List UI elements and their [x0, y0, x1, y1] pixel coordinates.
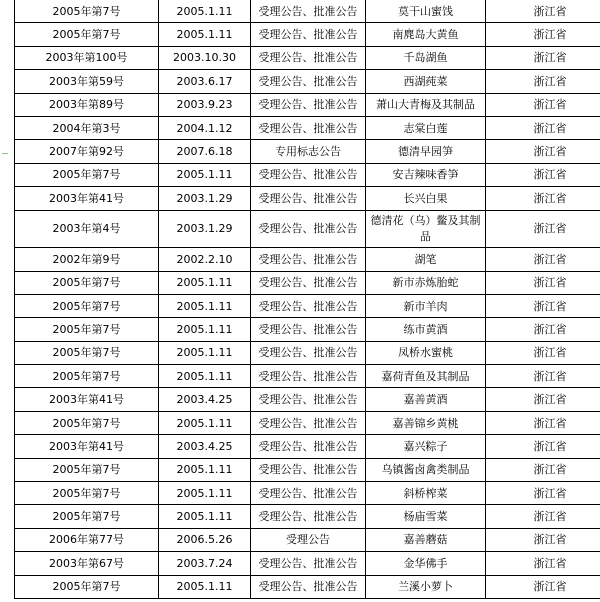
- cell-date: 2003.1.29: [159, 210, 251, 248]
- cell-product: 凤桥水蜜桃: [366, 341, 486, 364]
- cell-type: 受理公告、批准公告: [251, 0, 366, 23]
- cell-product: 萧山大青梅及其制品: [366, 93, 486, 116]
- cell-type: 受理公告、批准公告: [251, 341, 366, 364]
- cell-province: 浙江省: [486, 187, 600, 210]
- table-row: [15, 140, 600, 163]
- table-row: [15, 318, 600, 341]
- table-row: [15, 23, 600, 46]
- cell-type: 受理公告、批准公告: [251, 187, 366, 210]
- green-mark: [2, 153, 8, 154]
- cell-type: 受理公告、批准公告: [251, 271, 366, 294]
- cell-type: 受理公告、批准公告: [251, 435, 366, 458]
- table-row: [15, 388, 600, 411]
- cell-type: 受理公告、批准公告: [251, 552, 366, 575]
- cell-type: 受理公告、批准公告: [251, 70, 366, 93]
- cell-date: 2005.1.11: [159, 318, 251, 341]
- cell-announcement: 2003年第100号: [15, 46, 159, 69]
- cell-announcement: 2003年第89号: [15, 93, 159, 116]
- cell-province: 浙江省: [486, 70, 600, 93]
- cell-product: 志棠白莲: [366, 116, 486, 139]
- cell-product: 练市黄酒: [366, 318, 486, 341]
- table-row: [15, 116, 600, 139]
- cell-province: 浙江省: [486, 23, 600, 46]
- cell-date: 2003.1.29: [159, 187, 251, 210]
- table-row: [15, 70, 600, 93]
- cell-province: 浙江省: [486, 505, 600, 528]
- cell-province: 浙江省: [486, 482, 600, 505]
- cell-type: 受理公告、批准公告: [251, 116, 366, 139]
- cell-product: 安吉辣味香笋: [366, 163, 486, 186]
- cell-announcement: 2003年第59号: [15, 70, 159, 93]
- cell-province: 浙江省: [486, 552, 600, 575]
- cell-announcement: 2005年第7号: [15, 341, 159, 364]
- cell-type: 受理公告、批准公告: [251, 93, 366, 116]
- cell-province: 浙江省: [486, 210, 600, 248]
- cell-date: 2004.1.12: [159, 116, 251, 139]
- cell-product: 斜桥榨菜: [366, 482, 486, 505]
- cell-product: 莫干山蜜饯: [366, 0, 486, 23]
- cell-type: 受理公告、批准公告: [251, 388, 366, 411]
- cell-product: 新市羊肉: [366, 294, 486, 317]
- cell-product: 德清花（乌）鳖及其制品: [366, 210, 486, 248]
- cell-announcement: 2003年第41号: [15, 187, 159, 210]
- cell-announcement: 2005年第7号: [15, 0, 159, 23]
- table-row: [15, 458, 600, 481]
- cell-announcement: 2007年第92号: [15, 140, 159, 163]
- cell-province: 浙江省: [486, 435, 600, 458]
- cell-product: 长兴白果: [366, 187, 486, 210]
- cell-province: 浙江省: [486, 93, 600, 116]
- cell-province: 浙江省: [486, 528, 600, 551]
- cell-date: 2006.5.26: [159, 528, 251, 551]
- cell-announcement: 2005年第7号: [15, 23, 159, 46]
- cell-province: 浙江省: [486, 365, 600, 388]
- cell-date: 2005.1.11: [159, 163, 251, 186]
- cell-province: 浙江省: [486, 294, 600, 317]
- cell-type: 受理公告、批准公告: [251, 318, 366, 341]
- table-row: [15, 435, 600, 458]
- cell-province: 浙江省: [486, 318, 600, 341]
- cell-product: 嘉荷青鱼及其制品: [366, 365, 486, 388]
- cell-announcement: 2005年第7号: [15, 294, 159, 317]
- cell-province: 浙江省: [486, 341, 600, 364]
- table-row: [15, 575, 600, 598]
- cell-date: 2005.1.11: [159, 0, 251, 23]
- cell-type: 受理公告、批准公告: [251, 505, 366, 528]
- table-row: [15, 528, 600, 551]
- cell-type: 受理公告、批准公告: [251, 23, 366, 46]
- cell-date: 2005.1.11: [159, 365, 251, 388]
- cell-announcement: 2003年第67号: [15, 552, 159, 575]
- cell-announcement: 2006年第77号: [15, 528, 159, 551]
- cell-announcement: 2002年第9号: [15, 248, 159, 271]
- table-row: [15, 294, 600, 317]
- cell-province: 浙江省: [486, 458, 600, 481]
- cell-announcement: 2005年第7号: [15, 482, 159, 505]
- cell-product: 千岛湖鱼: [366, 46, 486, 69]
- table-row: [15, 0, 600, 23]
- cell-date: 2005.1.11: [159, 575, 251, 598]
- cell-announcement: 2005年第7号: [15, 271, 159, 294]
- cell-type: 受理公告、批准公告: [251, 411, 366, 434]
- cell-type: 受理公告、批准公告: [251, 46, 366, 69]
- cell-announcement: 2005年第7号: [15, 318, 159, 341]
- cell-type: 专用标志公告: [251, 140, 366, 163]
- cell-date: 2005.1.11: [159, 411, 251, 434]
- cell-date: 2005.1.11: [159, 294, 251, 317]
- cell-date: 2002.2.10: [159, 248, 251, 271]
- cell-announcement: 2004年第3号: [15, 116, 159, 139]
- cell-province: 浙江省: [486, 575, 600, 598]
- cell-date: 2005.1.11: [159, 23, 251, 46]
- cell-announcement: 2005年第7号: [15, 458, 159, 481]
- cell-province: 浙江省: [486, 140, 600, 163]
- cell-announcement: 2003年第41号: [15, 435, 159, 458]
- cell-product: 杨庙雪菜: [366, 505, 486, 528]
- cell-date: 2005.1.11: [159, 458, 251, 481]
- table-row: [15, 341, 600, 364]
- cell-product: 新市赤炼胎蛇: [366, 271, 486, 294]
- cell-type: 受理公告、批准公告: [251, 248, 366, 271]
- cell-date: 2005.1.11: [159, 271, 251, 294]
- cell-product: 嘉善蘑菇: [366, 528, 486, 551]
- cell-type: 受理公告、批准公告: [251, 575, 366, 598]
- table-row: [15, 271, 600, 294]
- table-row: [15, 248, 600, 271]
- table-row: [15, 46, 600, 69]
- cell-product: 金华佛手: [366, 552, 486, 575]
- cell-date: 2003.4.25: [159, 388, 251, 411]
- cell-product: 嘉善锦乡黄桃: [366, 411, 486, 434]
- table-row: [15, 210, 600, 248]
- cell-date: 2003.9.23: [159, 93, 251, 116]
- cell-product: 兰溪小萝卜: [366, 575, 486, 598]
- products-table: [14, 0, 600, 599]
- table-row: [15, 163, 600, 186]
- cell-province: 浙江省: [486, 388, 600, 411]
- cell-product: 南麂岛大黄鱼: [366, 23, 486, 46]
- cell-date: 2005.1.11: [159, 341, 251, 364]
- cell-province: 浙江省: [486, 248, 600, 271]
- cell-type: 受理公告、批准公告: [251, 365, 366, 388]
- document-viewport: [14, 0, 600, 602]
- cell-product: 湖笔: [366, 248, 486, 271]
- cell-type: 受理公告: [251, 528, 366, 551]
- cell-type: 受理公告、批准公告: [251, 294, 366, 317]
- cell-announcement: 2005年第7号: [15, 365, 159, 388]
- cell-product: 嘉兴粽子: [366, 435, 486, 458]
- table-row: [15, 365, 600, 388]
- cell-type: 受理公告、批准公告: [251, 458, 366, 481]
- cell-province: 浙江省: [486, 411, 600, 434]
- cell-date: 2003.6.17: [159, 70, 251, 93]
- cell-product: 乌镇酱卤禽类制品: [366, 458, 486, 481]
- cell-product: 德清早园笋: [366, 140, 486, 163]
- cell-type: 受理公告、批准公告: [251, 482, 366, 505]
- cell-date: 2005.1.11: [159, 482, 251, 505]
- cell-date: 2003.7.24: [159, 552, 251, 575]
- cell-date: 2003.10.30: [159, 46, 251, 69]
- cell-announcement: 2005年第7号: [15, 575, 159, 598]
- cell-date: 2007.6.18: [159, 140, 251, 163]
- cell-announcement: 2005年第7号: [15, 163, 159, 186]
- table-body: [15, 0, 600, 598]
- cell-province: 浙江省: [486, 46, 600, 69]
- cell-province: 浙江省: [486, 271, 600, 294]
- cell-product: 嘉善黄酒: [366, 388, 486, 411]
- cell-date: 2003.4.25: [159, 435, 251, 458]
- table-row: [15, 482, 600, 505]
- cell-province: 浙江省: [486, 116, 600, 139]
- cell-type: 受理公告、批准公告: [251, 210, 366, 248]
- cell-announcement: 2003年第41号: [15, 388, 159, 411]
- cell-type: 受理公告、批准公告: [251, 163, 366, 186]
- table-row: [15, 93, 600, 116]
- table-row: [15, 187, 600, 210]
- cell-announcement: 2005年第7号: [15, 505, 159, 528]
- table-row: [15, 505, 600, 528]
- cell-announcement: 2005年第7号: [15, 411, 159, 434]
- cell-announcement: 2003年第4号: [15, 210, 159, 248]
- table-row: [15, 552, 600, 575]
- cell-province: 浙江省: [486, 0, 600, 23]
- table-row: [15, 411, 600, 434]
- cell-date: 2005.1.11: [159, 505, 251, 528]
- cell-province: 浙江省: [486, 163, 600, 186]
- cell-product: 西湖莼菜: [366, 70, 486, 93]
